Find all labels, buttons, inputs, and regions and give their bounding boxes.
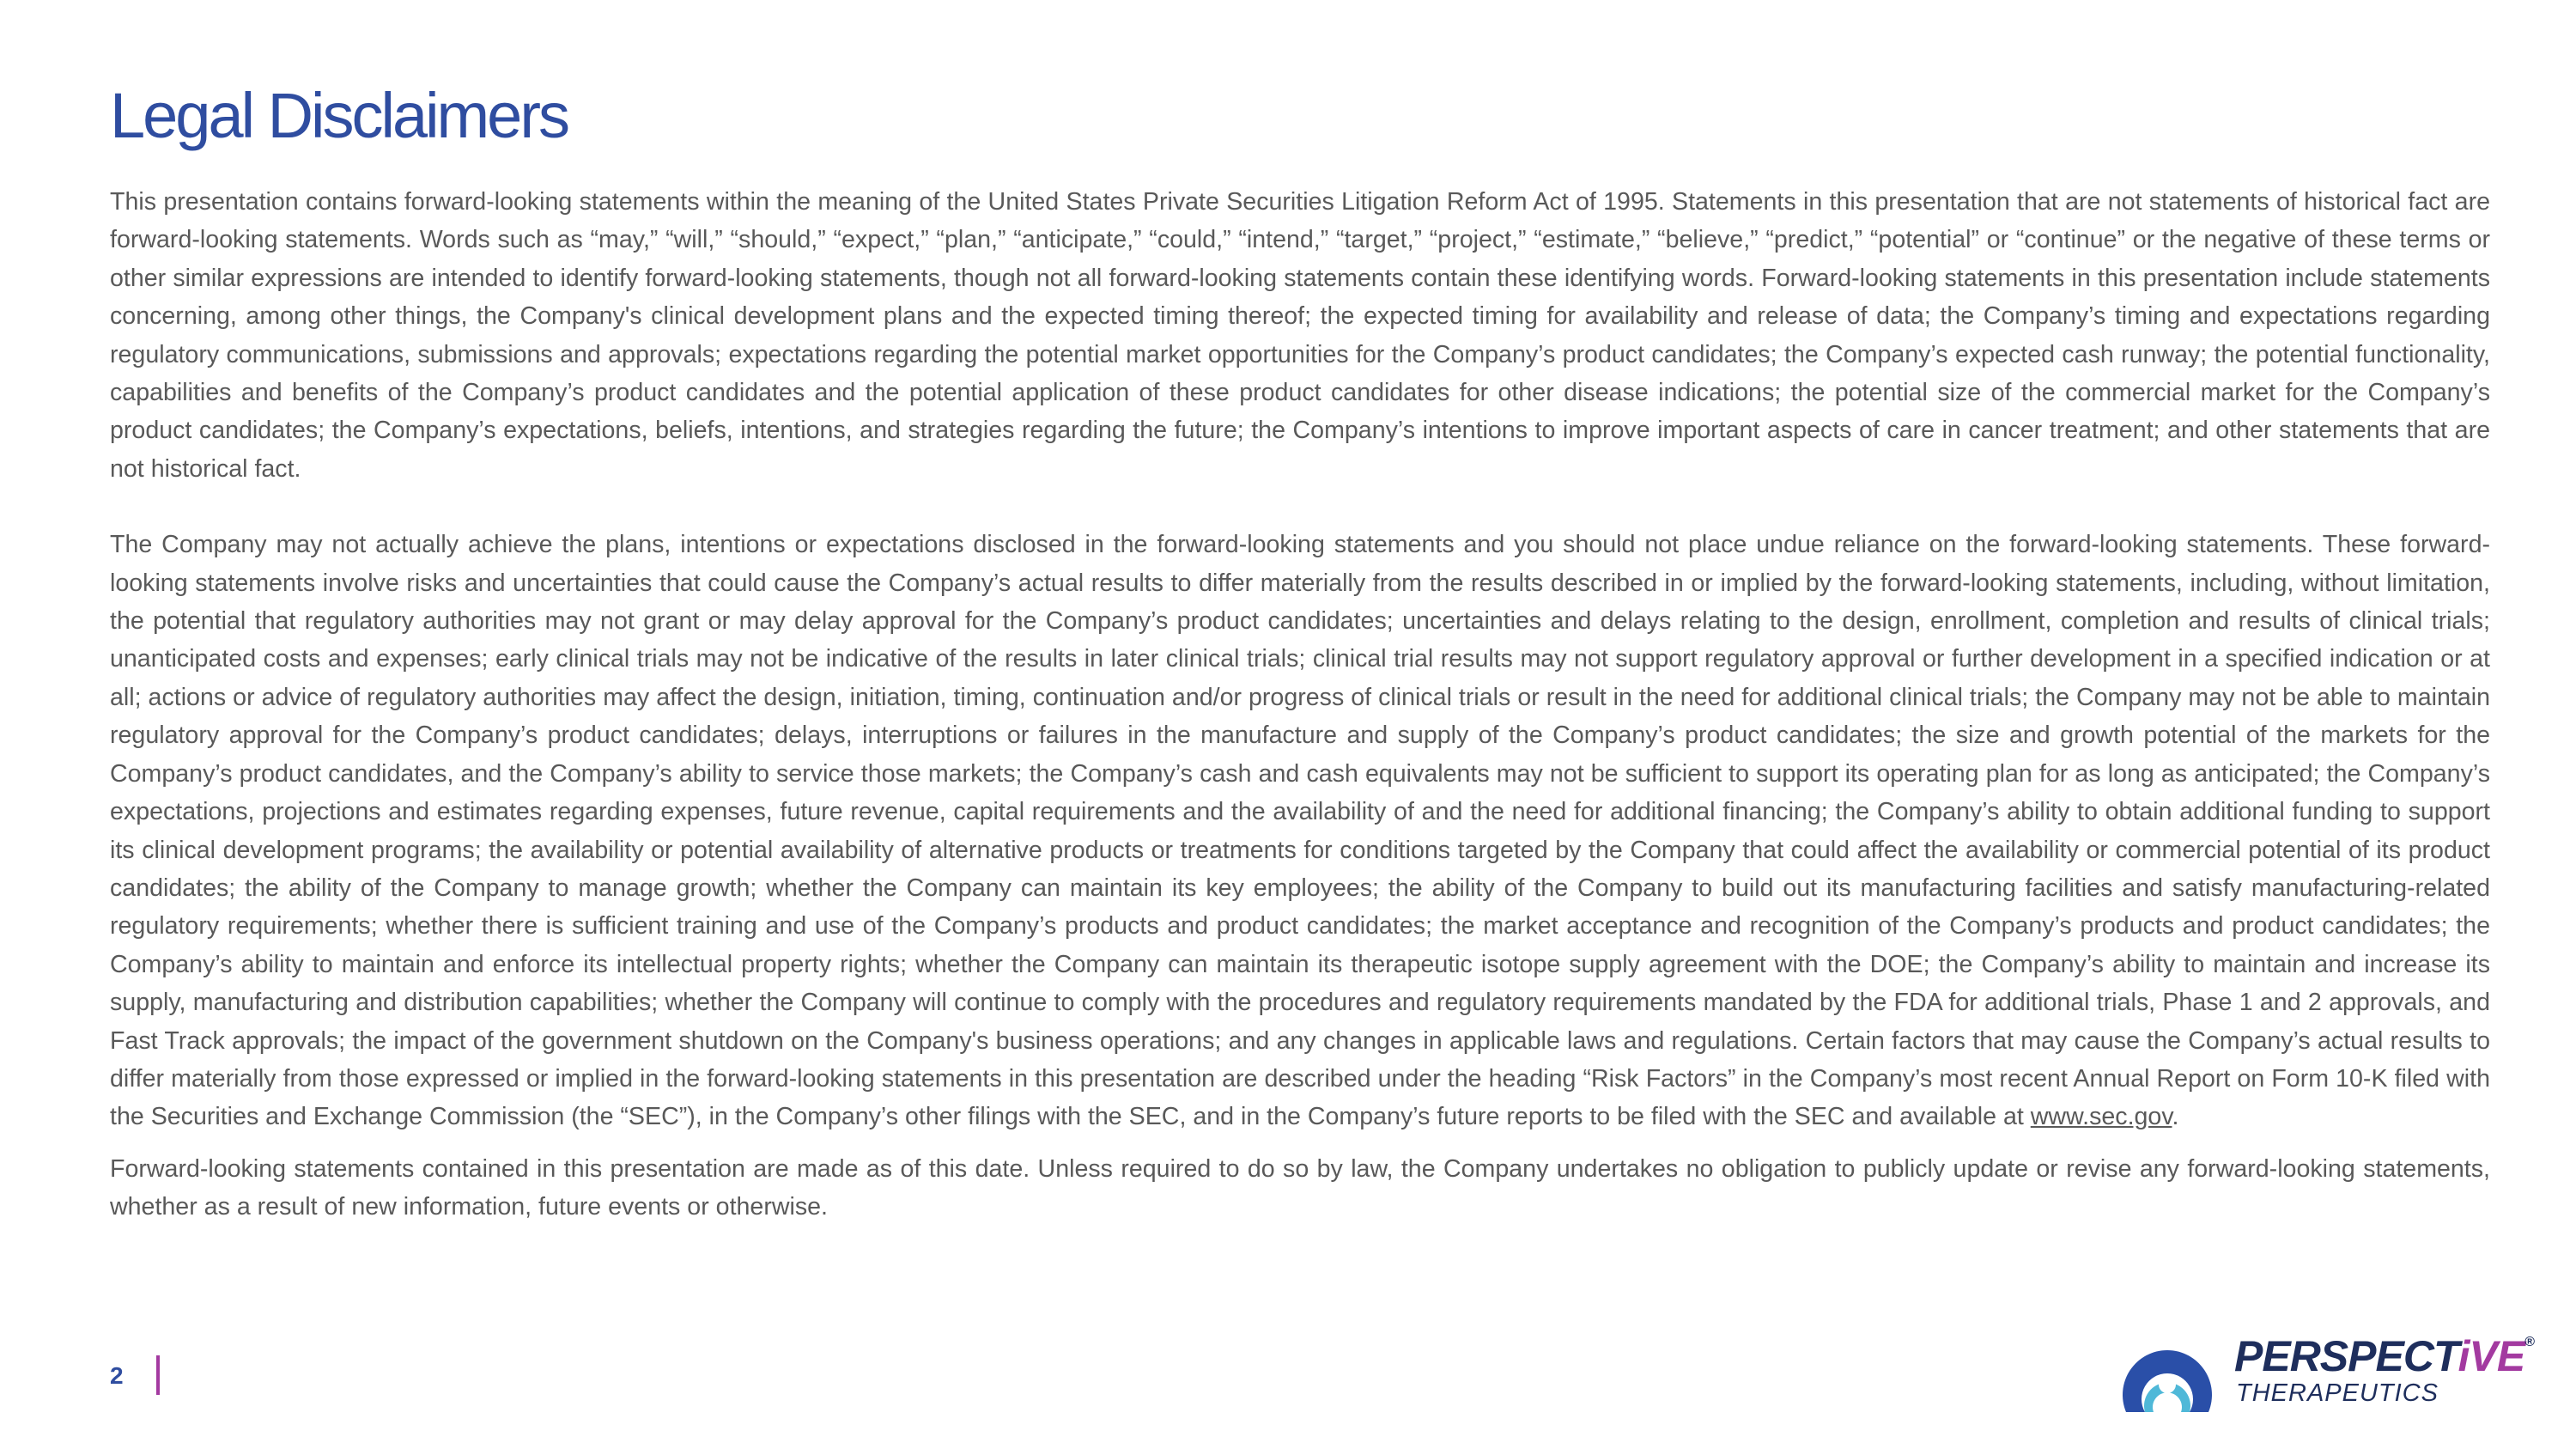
registered-mark: ® (2524, 1335, 2534, 1349)
logo-wordmark-accent: iVE (2458, 1332, 2525, 1380)
disclaimer-paragraph-3: Forward-looking statements contained in this presentation are made as of this date. Unless required to do so by law, the Company undertakes no obligation to publicly update or revise any forward-looking statements, whether as a result of new information, future events or otherwise. (110, 1154, 2490, 1221)
disclaimer-body (110, 183, 2490, 1227)
logo-wordmark (2234, 1331, 2534, 1381)
logo-subtitle: THERAPEUTICS (2236, 1379, 2439, 1407)
page-title: Legal Disclaimers (110, 80, 568, 151)
perspective-logo-icon (2119, 1326, 2215, 1416)
disclaimer-paragraph-2 (110, 526, 2490, 1136)
disclaimer-paragraph-2-text: The Company may not actually achieve the plans, intentions or expectations disclosed in the forward-looking statements and you should not place undue reliance on the forward-looking statements. These forward-looking statements involve risks and uncertainties that could cause the Company’s actual results to differ materially from the results described in or implied by the forward-looking statements, including, without limitation, the potential that regulatory authorities may not grant or may delay approval for the Company’s product candidates; uncertainties and delays relating to the design, enrollment, completion and results of clinical trials; unanticipated costs and expenses; early clinical trials may not be indicative of the results in later clinical trials; clinical trial results may not support regulatory approval or further development in a specified indication or at all; actions or advice of regulatory authorities may affect the design, initiation, timing, continuation and/or progress of clinical trials or result in the need for additional clinical trials; the Company may not be able to maintain regulatory approval for the Company’s product candidates; delays, interruptions or failures in the manufacture and supply of the Company’s product candidates; the size and growth potential of the markets for the Company’s product candidates, and the Company’s ability to service those markets; the Company’s cash and cash equivalents may not be sufficient to support its operating plan for as long as anticipated; the Company’s expectations, projections and estimates regarding expenses, future revenue, capital requirements and the availability of and the need for additional financing; the Company’s ability to obtain additional funding to support its clinical development programs; the availability or potential availability of alternative products or treatments for conditions targeted by the Company that could affect the availability or commercial potential of its product candidates; the ability of the Company to manage growth; whether the Company can maintain its key employees; the ability of the Company to build out its manufacturing facilities and satisfy manufacturing-related regulatory requirements; whether there is sufficient training and use of the Company’s products and product candidates; the market acceptance and recognition of the Company’s products and product candidates; the Company’s ability to maintain and enforce its intellectual property rights; whether the Company can maintain its therapeutic isotope supply agreement with the DOE; the Company’s ability to maintain and increase its supply, manufacturing and distribution capabilities; whether the Company will continue to comply with the procedures and regulatory requirements mandated by the FDA for additional trials, Phase 1 and 2 approvals, and Fast Track approvals; the impact of the government shutdown on the Company's business operations; and any changes in applicable laws and regulations. Certain factors that may cause the Company’s actual results to differ materially from those expressed or implied in the forward-looking statements in this presentation are described under the heading “Risk Factors” in the Company’s most recent Annual Report on Form 10-K filed with the Securities and Exchange Commission (the “SEC”), in the Company’s other filings with the SEC, and in the Company’s future reports to be filed with the SEC and available at (110, 531, 2490, 1131)
page-number-divider (156, 1355, 160, 1395)
page-number: 2 (110, 1362, 124, 1389)
logo-wordmark-main: PERSPECT (2234, 1332, 2458, 1380)
sec-gov-link[interactable]: www.sec.gov (2030, 1103, 2172, 1131)
company-logo (2119, 1326, 2534, 1419)
link-suffix: . (2172, 1103, 2179, 1131)
disclaimer-paragraph-1: This presentation contains forward-looking statements within the meaning of the United States Private Securities Litigation Reform Act of 1995. Statements in this presentation that are not statements of historical fact are forward-looking statements. Words such as “may,” “will,” “should,” “expect,” “plan,” “anticipate,” “could,” “intend,” “target,” “project,” “estimate,” “believe,” “predict,” “potential” or “continue” or the negative of these terms or other similar expressions are intended to identify forward-looking statements, though not all forward-looking statements contain these identifying words. Forward-looking statements in this presentation include statements concerning, among other things, the Company's clinical development plans and the expected timing thereof; the expected timing for availability and release of data; the Company’s timing and expectations regarding regulatory communications, submissions and approvals; expectations regarding the potential market opportunities for the Company’s product candidates; the Company’s expected cash runway; the potential functionality, capabilities and benefits of the Company’s product candidates and the potential application of these product candidates for other disease indications; the potential size of the commercial market for the Company’s product candidates; the Company’s expectations, beliefs, intentions, and strategies regarding the future; the Company’s intentions to improve important aspects of care in cancer treatment; and other statements that are not historical fact. (110, 188, 2490, 483)
